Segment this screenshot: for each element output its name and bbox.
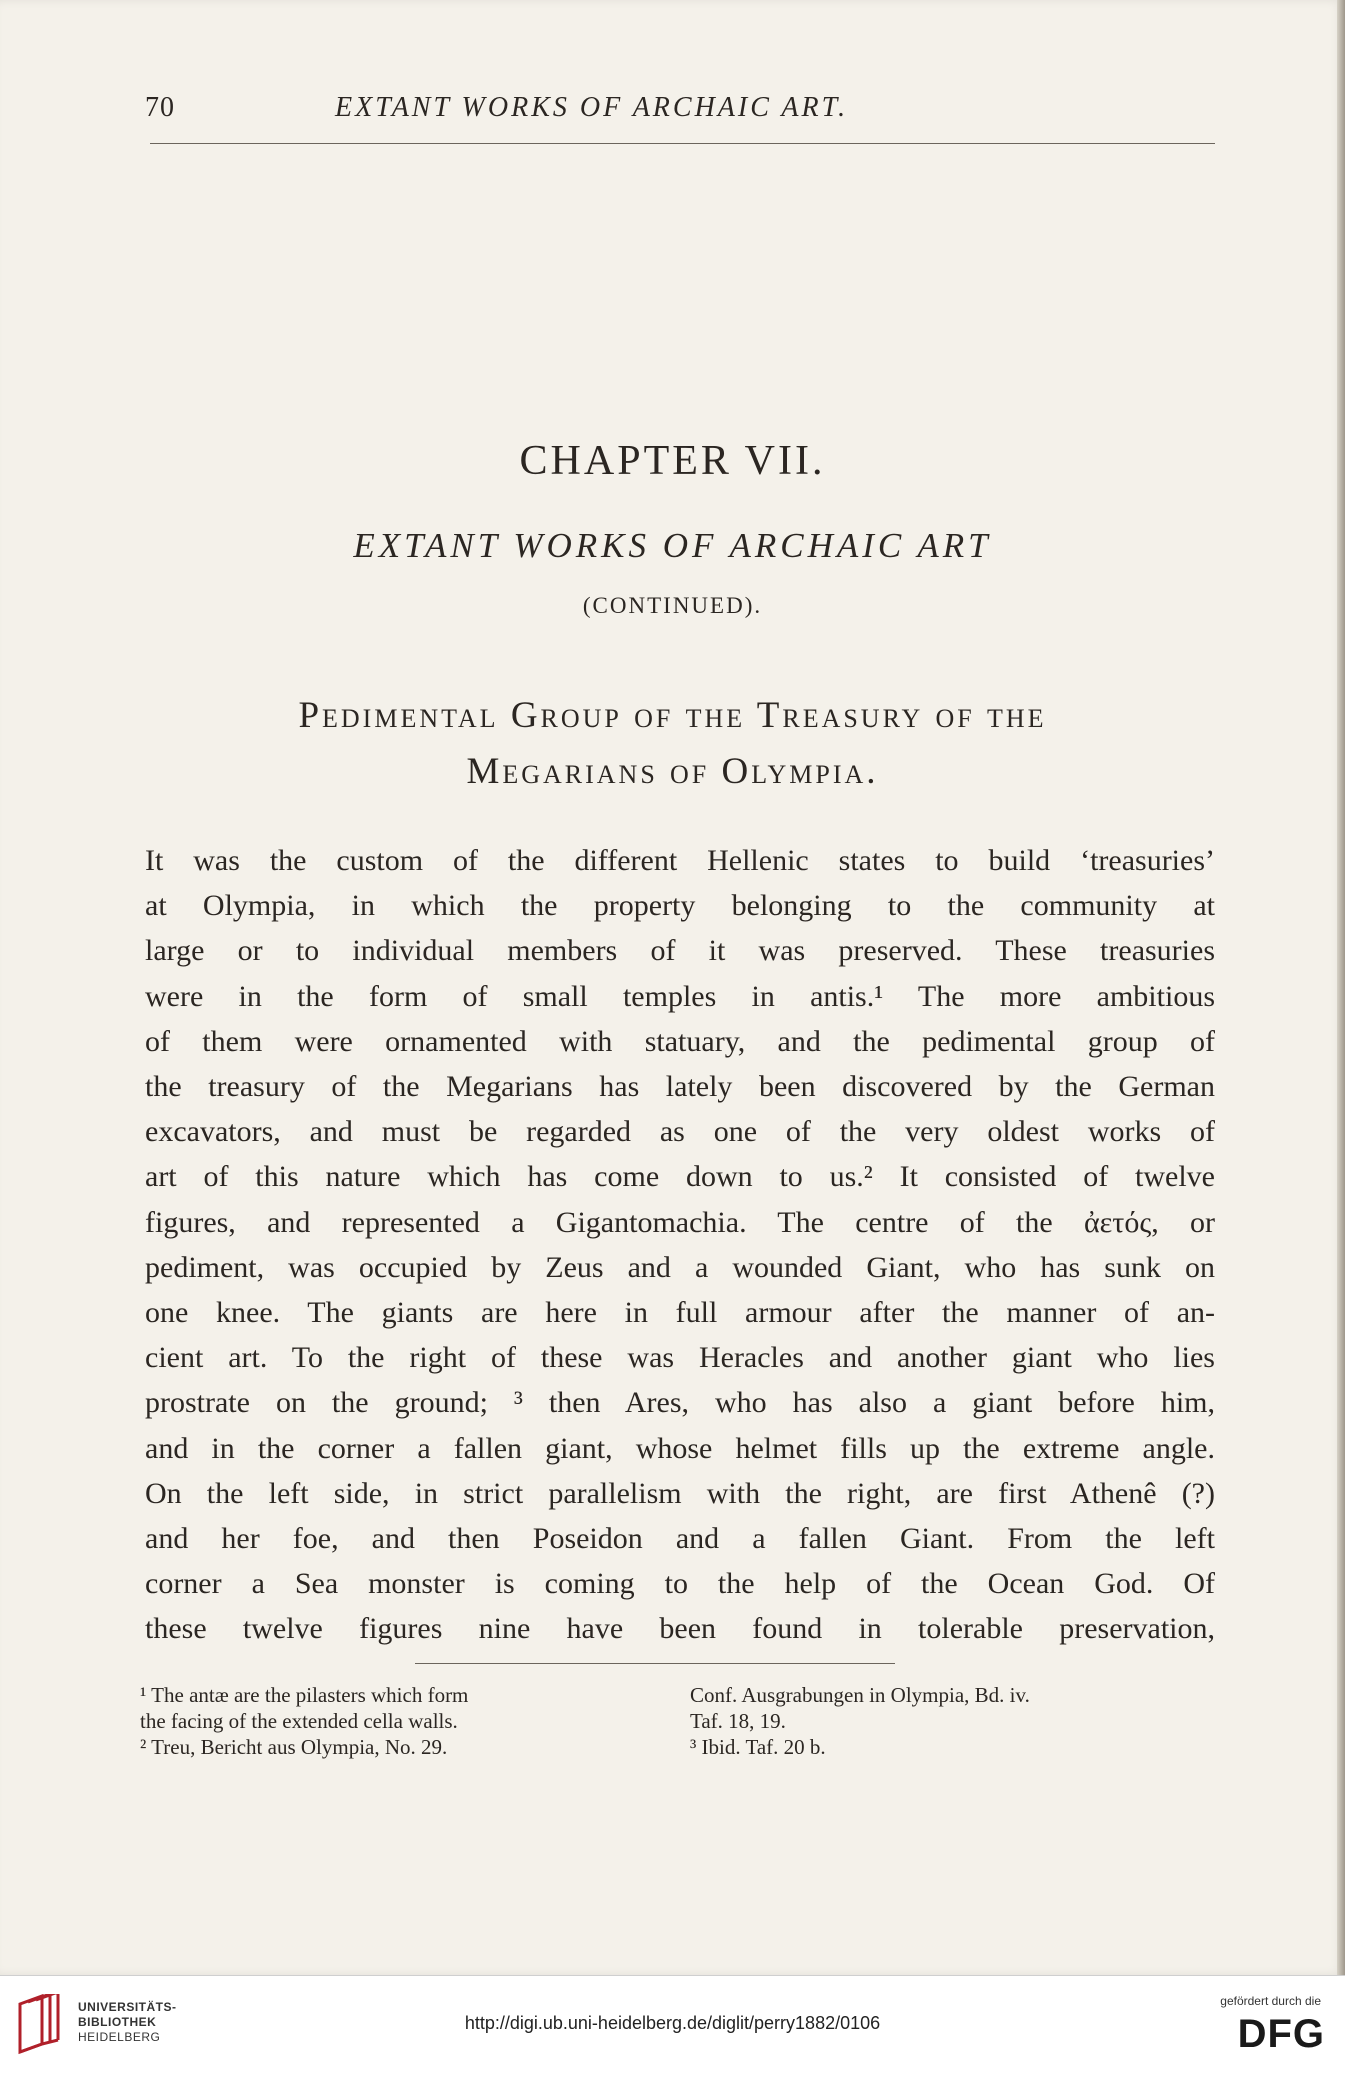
body-line: excavators, and must be regarded as one of the very oldest works of [145,1115,1215,1149]
viewer-footer-bar [0,1975,1345,2075]
footnotes-right-column [690,1682,1220,1760]
footnotes-left-column [140,1682,660,1760]
body-line: of them were ornamented with statuary, and the pedimental group of [145,1024,1215,1058]
footnote-line: ³ Ibid. Taf. 20 b. [690,1735,826,1759]
body-line: were in the form of small temples in antis.¹ The more ambitious [145,979,1215,1013]
footnote-line: Taf. 18, 19. [690,1709,786,1733]
footnote-line: ¹ The antæ are the pilasters which form [140,1683,469,1707]
body-line: figures, and represented a Gigantomachia. The centre of the ἀετός, or [145,1205,1215,1239]
body-line: cient art. To the right of these was Heracles and another giant who lies [145,1341,1215,1375]
body-line: art of this nature which has come down to us.² It consisted of twelve [145,1160,1215,1194]
section-title-line: Pedimental Group of the Treasury of the [298,695,1047,736]
chapter-heading: CHAPTER VII. [519,438,826,484]
footnote-line: Conf. Ausgrabungen in Olympia, Bd. iv. [690,1683,1030,1707]
dfg-logo[interactable]: DFG [1237,2012,1325,2056]
body-line: one knee. The giants are here in full armour after the manner of an- [145,1296,1215,1330]
body-line: On the left side, in strict parallelism with the right, are first Athenê (?) [145,1476,1215,1510]
permalink-url[interactable]: http://digi.ub.uni-heidelberg.de/diglit/perry1882/0106 [464,2013,881,2033]
body-paragraph [145,838,1215,1652]
body-line: and her foe, and then Poseidon and a fallen Giant. From the left [145,1522,1215,1556]
section-title-line: Megarians of Olympia. [466,751,879,792]
running-head [145,92,1215,136]
body-line: prostrate on the ground; ³ then Ares, who has also a giant before him, [145,1386,1215,1420]
running-title: EXTANT WORKS OF ARCHAIC ART. [335,92,849,123]
library-name-line: UNIVERSITÄTS- [78,2000,177,2014]
body-line: the treasury of the Megarians has lately been discovered by the German [145,1070,1215,1104]
body-line: and in the corner a fallen giant, whose helmet fills up the extreme angle. [145,1431,1215,1465]
library-name-line: BIBLIOTHEK [78,2015,157,2029]
page-number: 70 [145,92,175,123]
page-edge-shadow [1337,0,1345,1975]
footnote-rule [415,1663,895,1664]
body-line: corner a Sea monster is coming to the help of the Ocean God. Of [145,1567,1215,1601]
body-line: at Olympia, in which the property belonging to the community at [145,889,1215,923]
sponsor-caption: gefördert durch die [1220,1994,1321,2008]
library-name-line: HEIDELBERG [78,2030,161,2044]
footnote-line: ² Treu, Bericht aus Olympia, No. 29. [140,1735,448,1759]
header-rule [150,143,1215,144]
chapter-subtitle: EXTANT WORKS OF ARCHAIC ART [353,526,992,565]
footnote-line: the facing of the extended cella walls. [140,1709,458,1733]
chapter-continued-note: (CONTINUED). [582,593,763,618]
body-line: pediment, was occupied by Zeus and a wounded Giant, who has sunk on [145,1250,1215,1284]
body-line: large or to individual members of it was preserved. These treasuries [145,934,1215,968]
body-line: It was the custom of the different Hellenic states to build ‘treasuries’ [145,844,1215,877]
section-title [0,688,1345,800]
body-line: these twelve figures nine have been found in tolerable preservation, [145,1612,1215,1646]
